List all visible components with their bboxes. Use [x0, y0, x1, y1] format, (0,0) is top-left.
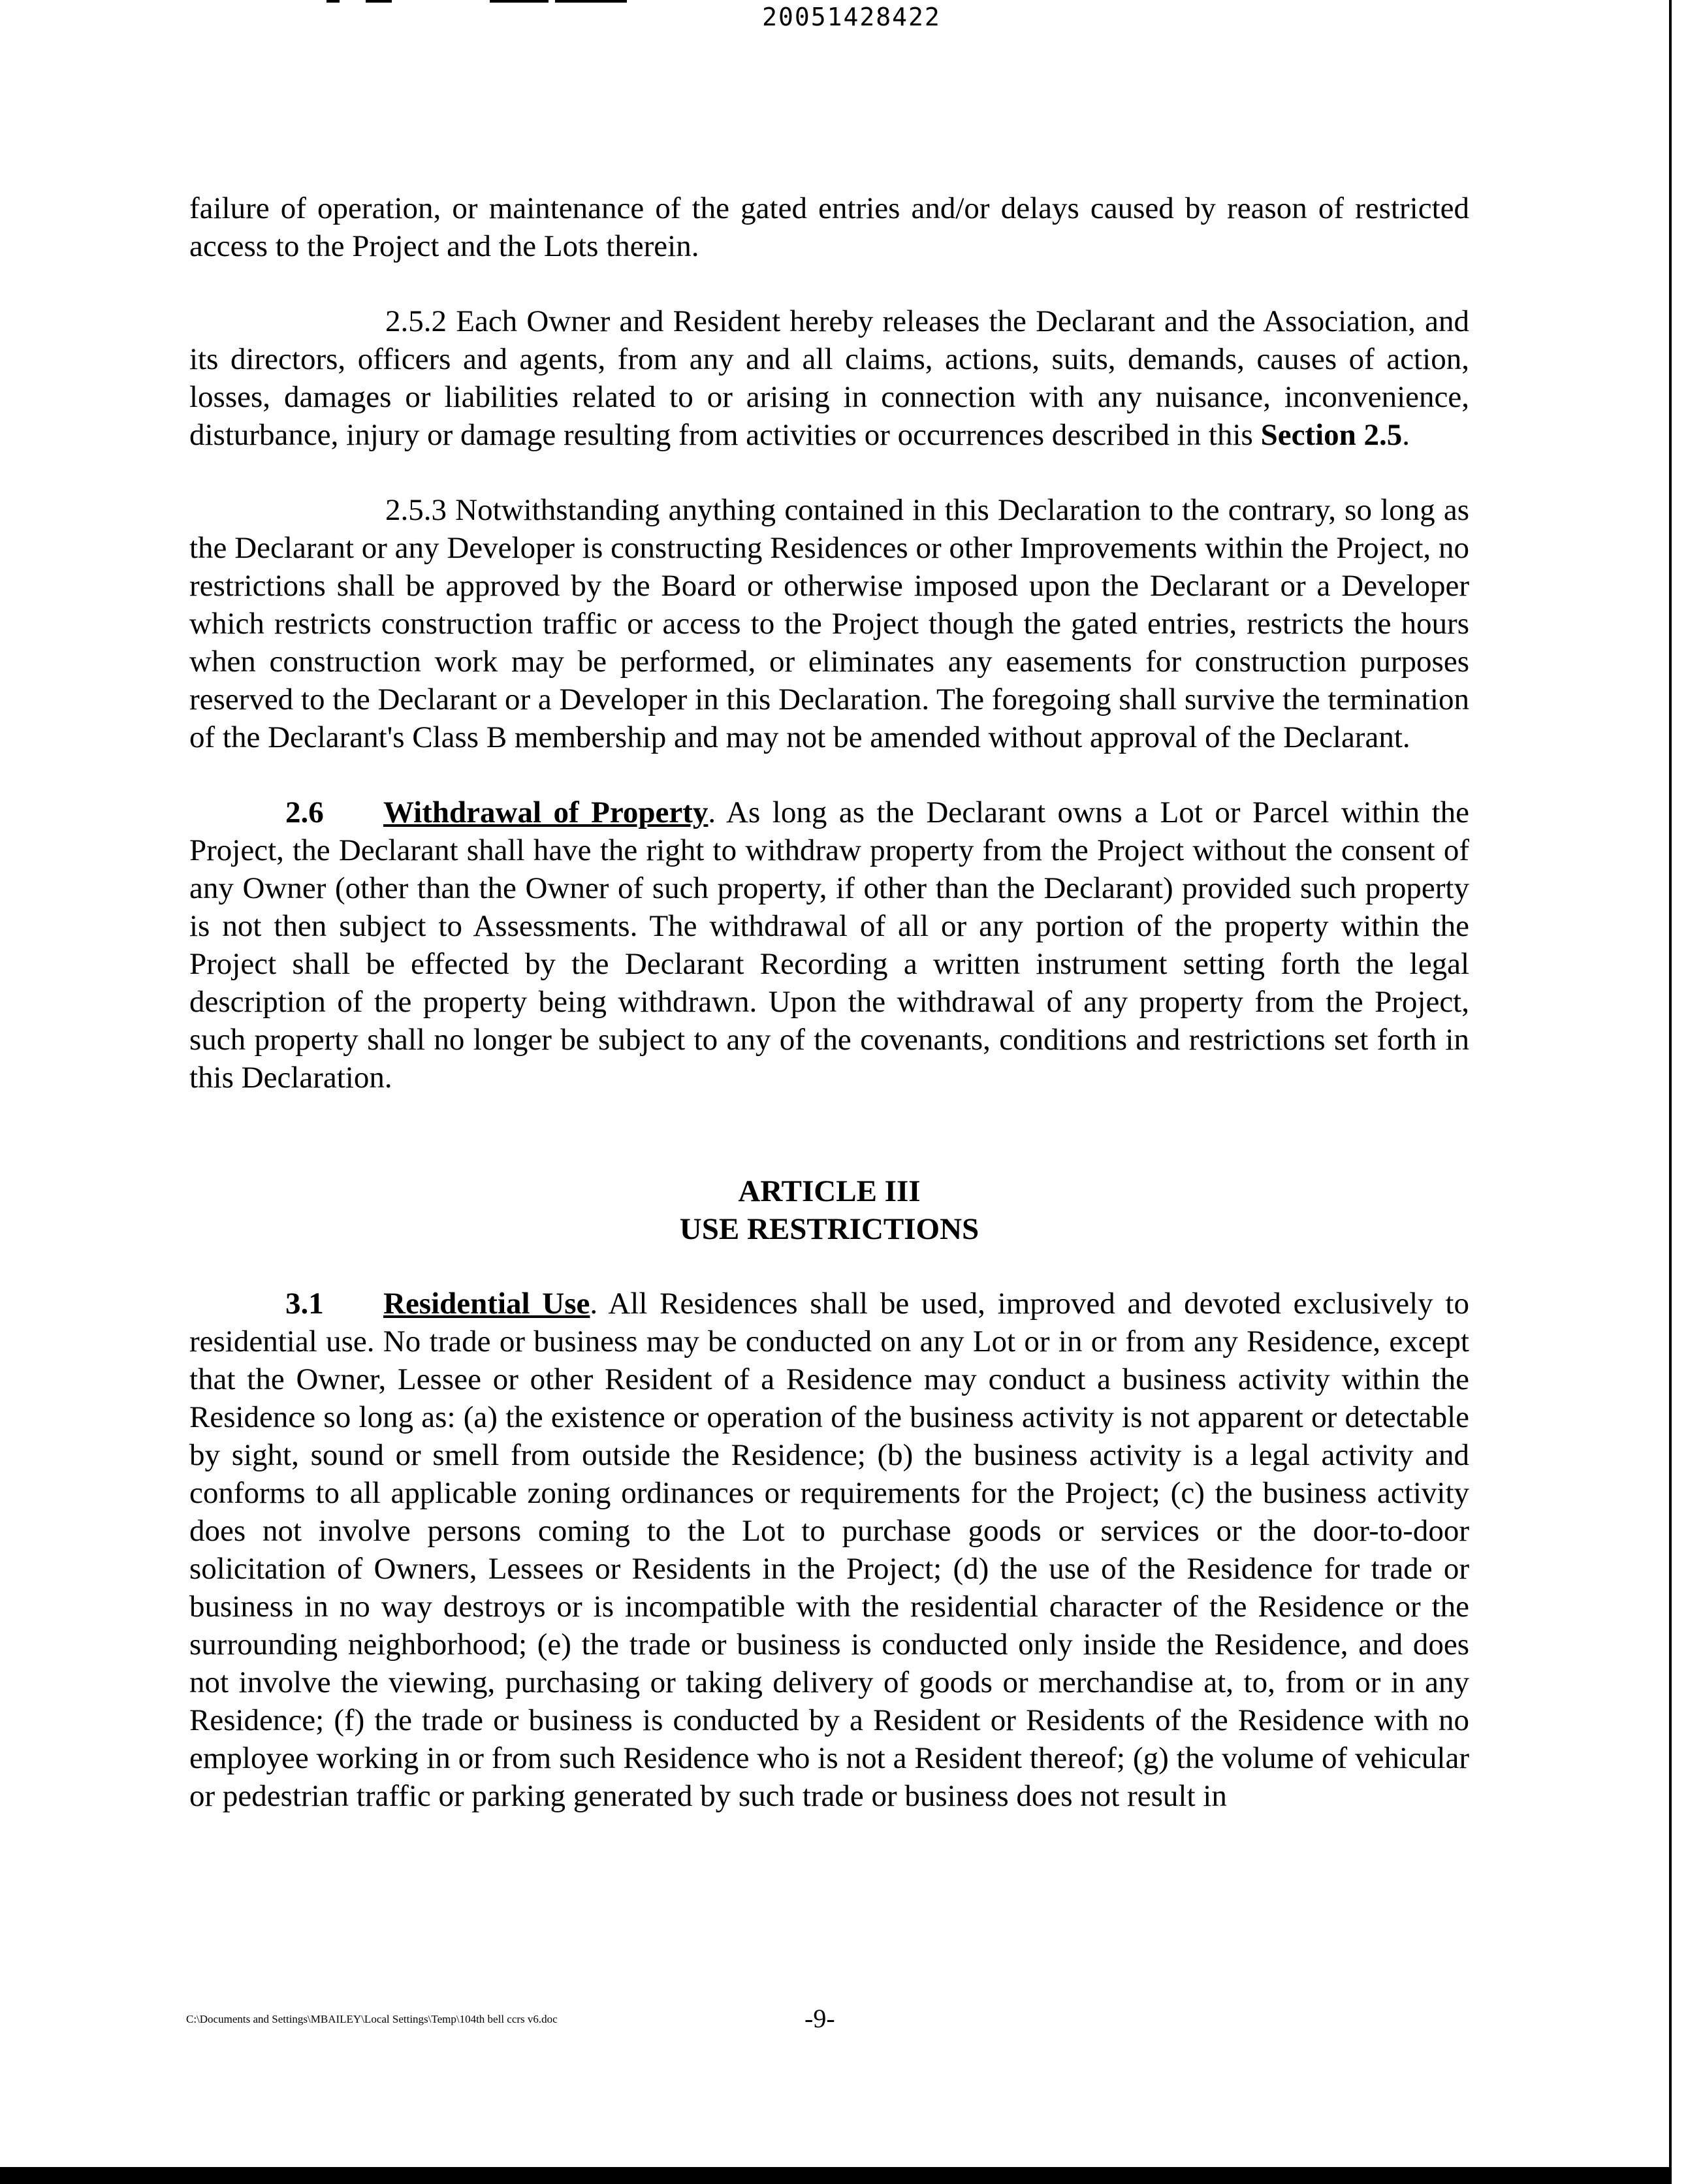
paragraph-continuation: failure of operation, or maintenance of the gated entries and/or delays caused by reason of restricted access to the Project and the Lots therein. [189, 191, 1469, 263]
paragraph-2-5-3: 2.5.3 Notwithstanding anything contained in this Declaration to the contrary, so long as the Declarant or any Developer is constructing Residences or other Improvements within the Project, no restrictions shall be approved by the Board or otherwise imposed upon the Declarant or a Developer which restricts construction traffic or access to the Project though the gated entries, restricts the hours when construction work may be performed, or eliminates any easements for construction purposes reserved to the Declarant or a Developer in this Declaration. The foregoing shall survive the termination of the Declarant's Class B membership and may not be amended without approval of the Declarant. [189, 493, 1469, 754]
section-2-6-text: . As long as the Declarant owns a Lot or Parcel within the Project, the Declarant shall have the right to withdraw property from the Project without the consent of any Owner (other than the Owner of such property, if other than the Declarant) provided such property is not then subject to Assessments. The withdrawal of all or any portion of the property within the Project shall be effected by the Declarant Recording a written instrument setting forth the legal description of the property being withdrawn. Upon the withdrawal of any property from the Project, such property shall no longer be subject to any of the covenants, conditions and restrictions set forth in this Declaration. [189, 795, 1469, 1095]
section-number: 2.6 [285, 795, 324, 829]
body-text [189, 189, 1469, 1852]
article-title: USE RESTRICTIONS [679, 1212, 979, 1246]
article-heading [189, 1172, 1469, 1248]
page-number: -9- [804, 2004, 835, 2033]
section-title: Residential Use [383, 1287, 590, 1321]
paragraph-2-5-2 [189, 302, 1469, 454]
scan-border-right [1669, 0, 1672, 2184]
article-number: ARTICLE III [738, 1174, 921, 1208]
section-3-1 [189, 1285, 1469, 1815]
paragraph-2-5-2-end: . [1402, 418, 1410, 452]
section-title: Withdrawal of Property [383, 795, 708, 829]
scan-border-bottom [0, 2167, 1672, 2184]
section-reference: Section 2.5 [1260, 418, 1403, 452]
section-2-6 [189, 794, 1469, 1097]
paragraph-2-5-2-text: 2.5.2 Each Owner and Resident hereby releases the Declarant and the Association, and its directors, officers and agents, from any and all claims, actions, suits, demands, causes of action, losses, damages or liabilities related to or arising in connection with any nuisance, inconvenience, disturbance, injury or damage resulting from activities or occurrences described in this [189, 304, 1469, 452]
section-3-1-text: . All Residences shall be used, improved and devoted exclusively to residential use. No trade or business may be conducted on any Lot or in or from any Residence, except that the Owner, Lessee or other Resident of a Residence may conduct a business activity within the Residence so long as: (a) the existence or operation of the business activity is not apparent or detectable by sight, sound or smell from outside the Residence; (b) the business activity is a legal activity and conforms to all applicable zoning ordinances or requirements for the Project; (c) the business activity does not involve persons coming to the Lot to purchase goods or services or the door-to-door solicitation of Owners, Lessees or Residents in the Project; (d) the use of the Residence for trade or business in no way destroys or is incompatible with the residential character of the Residence or the surrounding neighborhood; (e) the trade or business is conducted only inside the Residence, and does not involve the viewing, purchasing or taking delivery of goods or merchandise at, to, from or in any Residence; (f) the trade or business is conducted by a Resident or Residents of the Residence with no employee working in or from such Residence who is not a Resident thereof; (g) the volume of vehicular or pedestrian traffic or parking generated by such trade or business does not result in [189, 1287, 1469, 1813]
footer-file-path: C:\Documents and Settings\MBAILEY\Local Settings\Temp\104th bell ccrs v6.doc [186, 2013, 558, 2025]
recording-number: 20051428422 [762, 3, 941, 31]
section-number: 3.1 [285, 1287, 324, 1321]
